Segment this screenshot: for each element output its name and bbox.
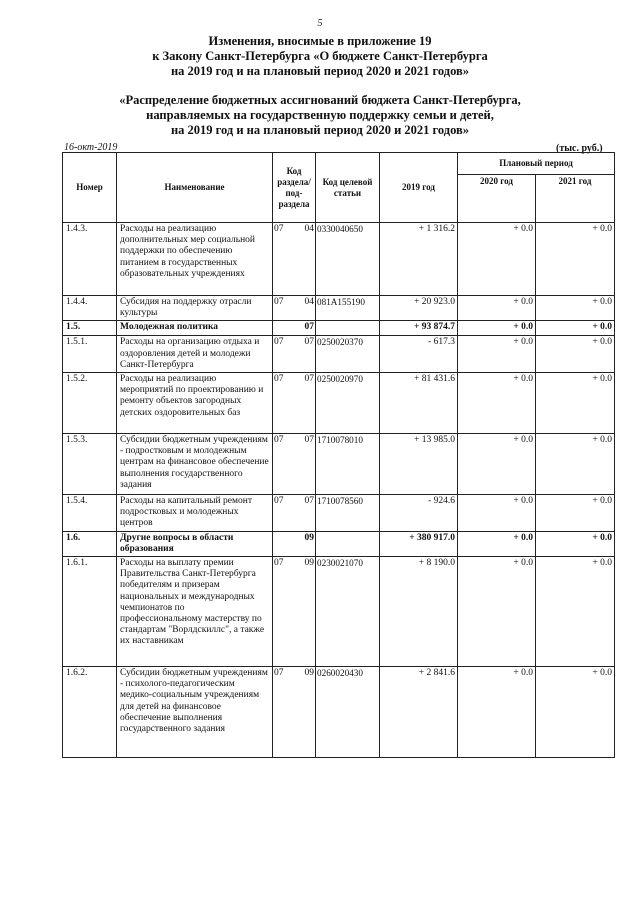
- header-section-code: Код раздела/ под- раздела: [273, 153, 316, 223]
- row-value-2020: + 0.0: [458, 373, 536, 434]
- row-value-2021: + 0.0: [536, 296, 615, 321]
- section-code: 07: [274, 496, 284, 507]
- row-value-2021: + 0.0: [536, 373, 615, 434]
- row-value-2020: + 0.0: [458, 223, 536, 296]
- row-value-2020: + 0.0: [458, 296, 536, 321]
- heading-line: на 2019 год и на плановый период 2020 и 2021 годов»: [170, 64, 470, 78]
- row-section-code: [273, 434, 316, 495]
- row-target-code: [316, 531, 380, 556]
- row-value-2021: + 0.0: [536, 531, 615, 556]
- subsection-code: 07: [304, 322, 314, 333]
- row-number: 1.6.1.: [63, 557, 117, 667]
- row-name: Расходы на реализацию мероприятий по проектированию и ремонту объектов загородных детских оздоровительных баз: [117, 373, 273, 434]
- row-value-2019: + 13 985.0: [380, 434, 458, 495]
- row-value-2019: + 1 316.2: [380, 223, 458, 296]
- row-value-2021: + 0.0: [536, 336, 615, 373]
- section-code: 07: [274, 435, 284, 446]
- budget-table: [62, 152, 615, 758]
- row-target-code: [316, 321, 380, 336]
- heading-line: Изменения, вносимые в приложение 19: [208, 34, 432, 48]
- page-number: 5: [317, 18, 323, 29]
- heading-line: к Закону Санкт-Петербурга «О бюджете Санкт-Петербурга: [152, 49, 488, 63]
- row-value-2020: + 0.0: [458, 667, 536, 758]
- row-value-2019: + 380 917.0: [380, 531, 458, 556]
- row-section-code: [273, 296, 316, 321]
- row-name: Расходы на выплату премии Правительства Санкт-Петербурга победителям и призерам национальных и международных чемпионатов по профессиональному мастерству по стандартам "Ворлдскиллс", а также их наставникам: [117, 557, 273, 667]
- section-code: 07: [274, 668, 284, 679]
- row-section-code: [273, 336, 316, 373]
- row-value-2019: + 93 874.7: [380, 321, 458, 336]
- row-value-2020: + 0.0: [458, 336, 536, 373]
- table-row: [63, 667, 615, 758]
- subsection-code: 07: [304, 496, 314, 507]
- row-number: 1.4.3.: [63, 223, 117, 296]
- row-target-code: 0260020430: [316, 667, 380, 758]
- row-number: 1.4.4.: [63, 296, 117, 321]
- row-target-code: 1710078560: [316, 495, 380, 532]
- row-name: Другие вопросы в области образования: [117, 531, 273, 556]
- section-code: 07: [274, 374, 284, 385]
- row-target-code: 081A155190: [316, 296, 380, 321]
- table-row: [63, 373, 615, 434]
- subsection-code: 07: [304, 337, 314, 348]
- subsection-code: 07: [304, 374, 314, 385]
- header-plan-period: Плановый период: [458, 153, 615, 175]
- header-name: Наименование: [117, 153, 273, 223]
- row-value-2021: + 0.0: [536, 495, 615, 532]
- title-line: направляемых на государственную поддержку семьи и детей,: [146, 108, 494, 122]
- row-number: 1.5.3.: [63, 434, 117, 495]
- row-value-2019: - 617.3: [380, 336, 458, 373]
- header-2019: 2019 год: [380, 153, 458, 223]
- table-row: [63, 336, 615, 373]
- row-target-code: 0250020370: [316, 336, 380, 373]
- row-value-2019: + 81 431.6: [380, 373, 458, 434]
- row-section-code: [273, 495, 316, 532]
- row-target-code: 0330040650: [316, 223, 380, 296]
- document-heading: [0, 34, 640, 79]
- row-name: Субсидии бюджетным учреждениям - подростковым и молодежным центрам на финансовое обеспечение выполнения государственного задания: [117, 434, 273, 495]
- table-row: [63, 296, 615, 321]
- row-name: Расходы на реализацию дополнительных мер социальной поддержки по обеспечению питанием в государственных образовательных учреждениях: [117, 223, 273, 296]
- section-code: 07: [274, 224, 284, 234]
- row-target-code: 0250020970: [316, 373, 380, 434]
- subsection-code: 09: [304, 558, 314, 569]
- row-value-2021: + 0.0: [536, 434, 615, 495]
- row-name: Расходы на организацию отдыха и оздоровления детей и молодежи Санкт-Петербурга: [117, 336, 273, 373]
- row-section-code: [273, 557, 316, 667]
- row-name: Субсидия на поддержку отрасли культуры: [117, 296, 273, 321]
- section-code: 07: [274, 297, 284, 307]
- row-section-code: [273, 223, 316, 296]
- appendix-title: [0, 93, 640, 138]
- header-2021: 2021 год: [536, 175, 615, 223]
- header-2020: 2020 год: [458, 175, 536, 223]
- row-value-2021: + 0.0: [536, 557, 615, 667]
- table-row: [63, 321, 615, 336]
- row-name: Субсидии бюджетным учреждениям - психолого-педагогическим медико-социальным учреждениям для детей на финансовое обеспечение выполнения государственного задания: [117, 667, 273, 758]
- section-code: 07: [274, 337, 284, 348]
- row-number: 1.5.2.: [63, 373, 117, 434]
- row-number: 1.6.2.: [63, 667, 117, 758]
- row-value-2019: + 2 841.6: [380, 667, 458, 758]
- row-section-code: [273, 531, 316, 556]
- document-date: 16-окт-2019: [64, 142, 118, 153]
- row-target-code: 0230021070: [316, 557, 380, 667]
- row-value-2020: + 0.0: [458, 321, 536, 336]
- table-body: [63, 223, 615, 758]
- row-number: 1.5.1.: [63, 336, 117, 373]
- header-number: Номер: [63, 153, 117, 223]
- title-line: «Распределение бюджетных ассигнований бюджета Санкт-Петербурга,: [119, 93, 521, 107]
- row-value-2019: + 8 190.0: [380, 557, 458, 667]
- row-number: 1.5.: [63, 321, 117, 336]
- row-value-2021: + 0.0: [536, 321, 615, 336]
- row-number: 1.5.4.: [63, 495, 117, 532]
- row-section-code: [273, 373, 316, 434]
- row-value-2021: + 0.0: [536, 667, 615, 758]
- row-name: Расходы на капитальный ремонт подростковых и молодежных центров: [117, 495, 273, 532]
- subsection-code: 04: [304, 297, 314, 307]
- row-value-2019: - 924.6: [380, 495, 458, 532]
- row-name: Молодежная политика: [117, 321, 273, 336]
- row-section-code: [273, 667, 316, 758]
- title-line: на 2019 год и на плановый период 2020 и 2021 годов»: [170, 123, 470, 137]
- subsection-code: 09: [304, 532, 314, 543]
- table-row: [63, 495, 615, 532]
- row-value-2019: + 20 923.0: [380, 296, 458, 321]
- table-row: [63, 531, 615, 556]
- row-value-2020: + 0.0: [458, 434, 536, 495]
- row-value-2020: + 0.0: [458, 531, 536, 556]
- row-target-code: 1710078010: [316, 434, 380, 495]
- subsection-code: 04: [304, 224, 314, 234]
- subsection-code: 09: [304, 668, 314, 679]
- units-label: (тыс. руб.): [556, 143, 603, 154]
- row-value-2020: + 0.0: [458, 557, 536, 667]
- row-number: 1.6.: [63, 531, 117, 556]
- table-row: [63, 223, 615, 296]
- section-code: 07: [274, 558, 284, 569]
- subsection-code: 07: [304, 435, 314, 446]
- table-row: [63, 557, 615, 667]
- row-value-2020: + 0.0: [458, 495, 536, 532]
- table-row: [63, 434, 615, 495]
- row-section-code: [273, 321, 316, 336]
- row-value-2021: + 0.0: [536, 223, 615, 296]
- header-target-code: Код целевой статьи: [316, 153, 380, 223]
